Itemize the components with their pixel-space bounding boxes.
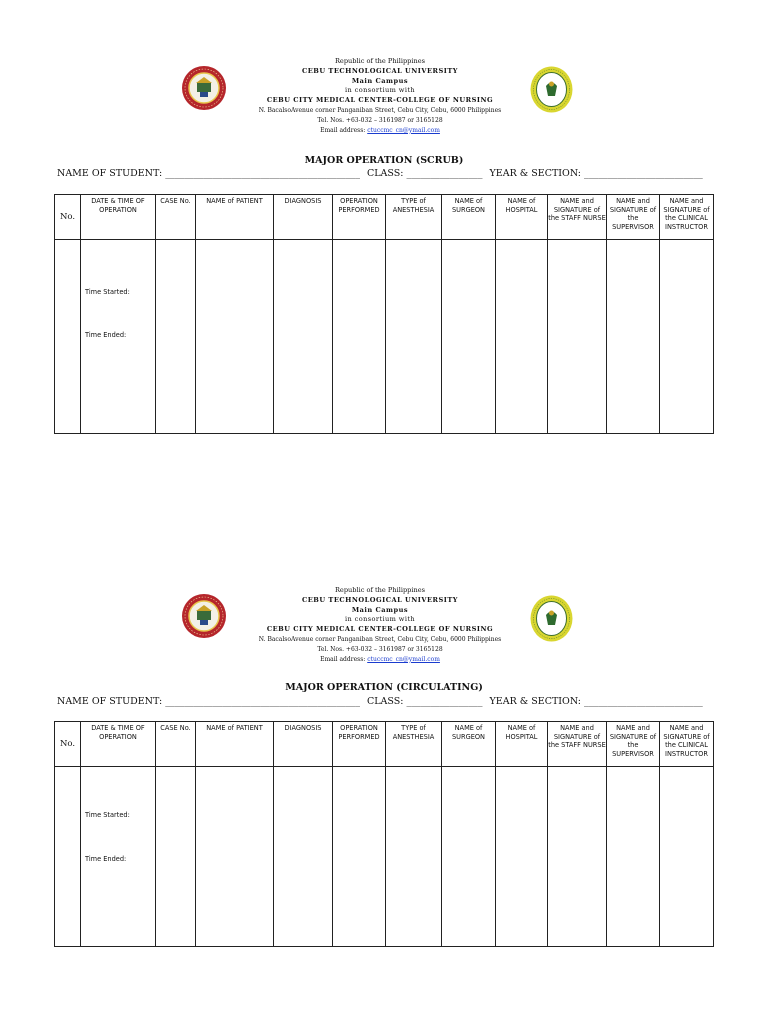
- cell-anesthesia[interactable]: [386, 240, 442, 434]
- cell-hospital[interactable]: [496, 767, 548, 947]
- year-section-field[interactable]: YEAR & SECTION: _________________________: [489, 696, 703, 707]
- email-link[interactable]: ctuccmc_cn@ymail.com: [367, 126, 440, 134]
- institution-header: [230, 586, 530, 664]
- class-field[interactable]: CLASS: ________________: [366, 696, 483, 707]
- email-link[interactable]: ctuccmc_cn@ymail.com: [367, 655, 440, 663]
- cell-diagnosis[interactable]: [274, 240, 333, 434]
- header-campus: Main Campus: [351, 76, 409, 85]
- cell-date-time[interactable]: [81, 767, 156, 947]
- col-diagnosis: DIAGNOSIS: [274, 722, 333, 767]
- college-seal-icon: [530, 66, 573, 113]
- student-name-field[interactable]: NAME OF STUDENT: _________________________________________: [57, 168, 360, 179]
- email-label: Email address:: [320, 126, 368, 134]
- cell-staff-nurse[interactable]: [548, 767, 607, 947]
- time-started-label: Time Started:: [85, 288, 130, 296]
- col-hospital: NAME of HOSPITAL: [496, 195, 548, 240]
- student-name-field[interactable]: NAME OF STUDENT: _________________________________________: [57, 696, 360, 707]
- header-consortium: in consortium with: [344, 615, 416, 624]
- col-surgeon: NAME of SURGEON: [442, 722, 496, 767]
- col-no: No.: [55, 195, 81, 240]
- time-ended-label: Time Ended:: [85, 331, 127, 339]
- institution-header: [230, 57, 530, 135]
- cell-case-no[interactable]: [156, 240, 196, 434]
- operation-log-table: [54, 721, 714, 947]
- header-college: CEBU CITY MEDICAL CENTER-COLLEGE OF NURSING: [266, 96, 494, 105]
- cell-surgeon[interactable]: [442, 767, 496, 947]
- cell-no[interactable]: [55, 240, 81, 434]
- col-staff-nurse: NAME and SIGNATURE of the STAFF NURSE: [548, 195, 607, 240]
- col-supervisor: NAME and SIGNATURE of the SUPERVISOR: [607, 195, 660, 240]
- form-title: MAJOR OPERATION (SCRUB): [304, 155, 464, 166]
- col-operation: OPERATION PERFORMED: [333, 195, 386, 240]
- year-section-field[interactable]: YEAR & SECTION: _________________________: [489, 168, 703, 179]
- col-staff-nurse: NAME and SIGNATURE of the STAFF NURSE: [548, 722, 607, 767]
- cell-staff-nurse[interactable]: [548, 240, 607, 434]
- col-anesthesia: TYPE of ANESTHESIA: [386, 195, 442, 240]
- email-label: Email address:: [320, 655, 368, 663]
- col-date-time: DATE & TIME OF OPERATION: [81, 722, 156, 767]
- col-diagnosis: DIAGNOSIS: [274, 195, 333, 240]
- col-patient: NAME of PATIENT: [196, 722, 274, 767]
- form-title: MAJOR OPERATION (CIRCULATING): [285, 682, 483, 693]
- operation-log-table: [54, 194, 714, 434]
- cell-date-time[interactable]: [81, 240, 156, 434]
- cell-surgeon[interactable]: [442, 240, 496, 434]
- table-row: [55, 767, 714, 947]
- cell-clinical-instructor[interactable]: [660, 240, 714, 434]
- header-college: CEBU CITY MEDICAL CENTER-COLLEGE OF NURSING: [266, 625, 494, 634]
- table-header-row: [55, 722, 714, 767]
- header-university: CEBU TECHNOLOGICAL UNIVERSITY: [302, 66, 458, 75]
- cell-patient[interactable]: [196, 240, 274, 434]
- col-operation: OPERATION PERFORMED: [333, 722, 386, 767]
- table-row: [55, 240, 714, 434]
- cell-patient[interactable]: [196, 767, 274, 947]
- header-campus: Main Campus: [351, 605, 409, 614]
- col-case-no: CASE No.: [156, 195, 196, 240]
- cell-supervisor[interactable]: [607, 767, 660, 947]
- student-info-line: [57, 168, 717, 179]
- col-hospital: NAME of HOSPITAL: [496, 722, 548, 767]
- header-republic: Republic of the Philippines: [334, 57, 426, 65]
- header-address: N. BacalsoAvenue corner Panganiban Street, Cebu City, Cebu, 6000 Philippines: [258, 635, 502, 643]
- cell-no[interactable]: [55, 767, 81, 947]
- header-phone: Tel. Nos. +63-032 – 3161987 or 3165128: [317, 116, 443, 124]
- header-address: N. BacalsoAvenue corner Panganiban Street, Cebu City, Cebu, 6000 Philippines: [258, 106, 502, 114]
- col-surgeon: NAME of SURGEON: [442, 195, 496, 240]
- header-phone: Tel. Nos. +63-032 – 3161987 or 3165128: [317, 645, 443, 653]
- cell-diagnosis[interactable]: [274, 767, 333, 947]
- cell-operation[interactable]: [333, 240, 386, 434]
- header-consortium: in consortium with: [344, 86, 416, 95]
- cell-hospital[interactable]: [496, 240, 548, 434]
- header-university: CEBU TECHNOLOGICAL UNIVERSITY: [302, 595, 458, 604]
- cell-clinical-instructor[interactable]: [660, 767, 714, 947]
- header-email-line: [230, 126, 530, 136]
- time-ended-label: Time Ended:: [85, 855, 127, 863]
- col-clinical-instructor: NAME and SIGNATURE of the CLINICAL INSTRUCTOR: [660, 722, 714, 767]
- cell-case-no[interactable]: [156, 767, 196, 947]
- col-no: No.: [55, 722, 81, 767]
- table-header-row: [55, 195, 714, 240]
- header-email-line: [230, 655, 530, 665]
- col-date-time: DATE & TIME OF OPERATION: [81, 195, 156, 240]
- col-anesthesia: TYPE of ANESTHESIA: [386, 722, 442, 767]
- col-clinical-instructor: NAME and SIGNATURE of the CLINICAL INSTRUCTOR: [660, 195, 714, 240]
- cell-operation[interactable]: [333, 767, 386, 947]
- college-seal-icon: [530, 595, 573, 642]
- time-started-label: Time Started:: [85, 811, 130, 819]
- col-patient: NAME of PATIENT: [196, 195, 274, 240]
- university-seal-icon: [181, 593, 227, 639]
- col-case-no: CASE No.: [156, 722, 196, 767]
- cell-anesthesia[interactable]: [386, 767, 442, 947]
- col-supervisor: NAME and SIGNATURE of the SUPERVISOR: [607, 722, 660, 767]
- header-republic: Republic of the Philippines: [334, 586, 426, 594]
- class-field[interactable]: CLASS: ________________: [366, 168, 483, 179]
- cell-supervisor[interactable]: [607, 240, 660, 434]
- student-info-line: [57, 696, 717, 707]
- university-seal-icon: [181, 65, 227, 111]
